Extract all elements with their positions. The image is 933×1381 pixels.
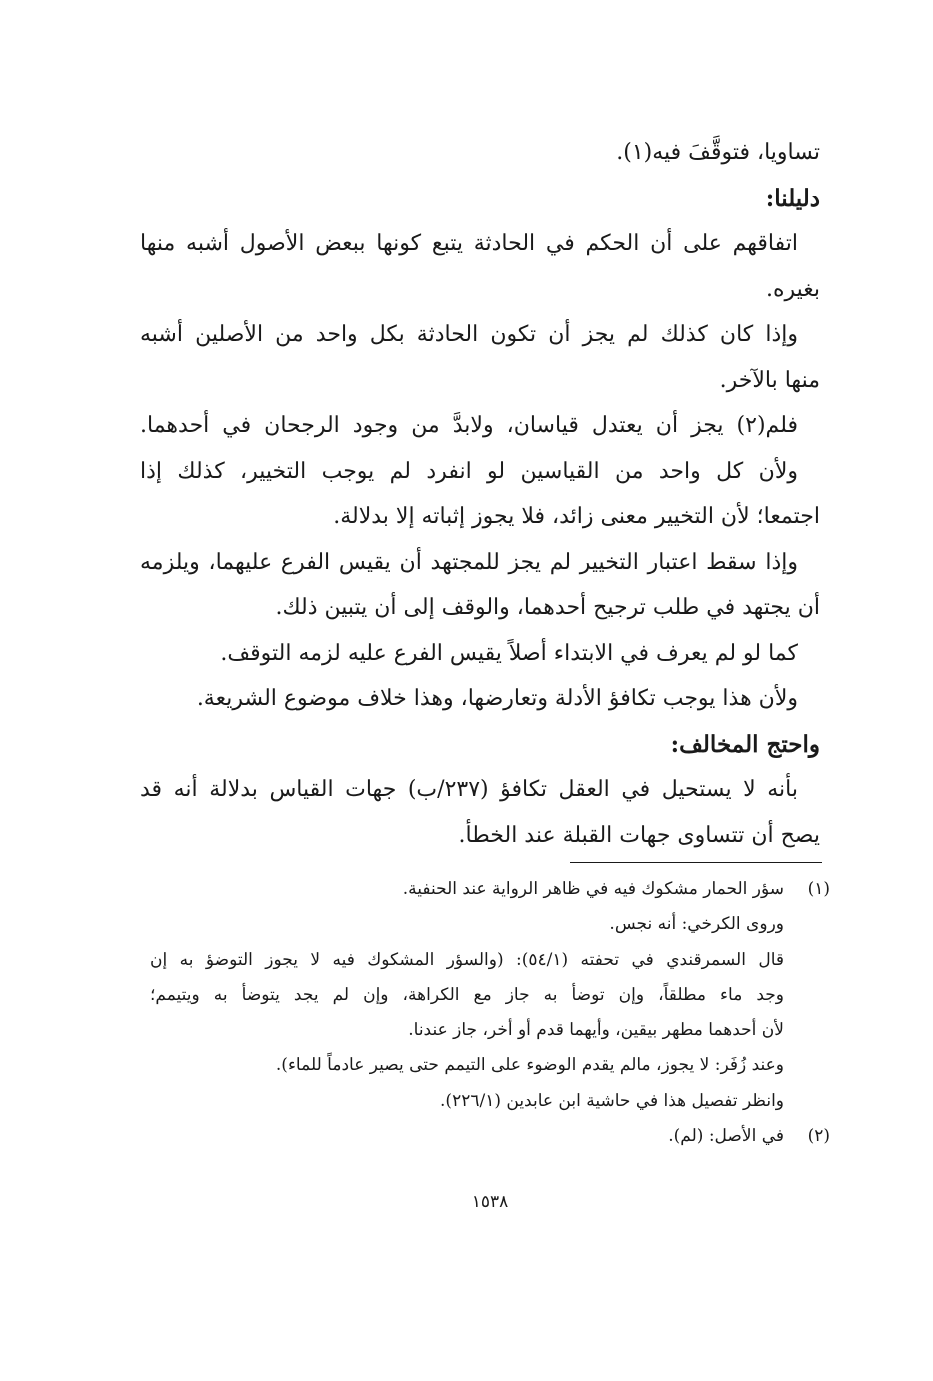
text-line: وإذا كان كذلك لم يجز أن تكون الحادثة بكل واحد من الأصلين أشبه — [140, 322, 798, 347]
text-line: اتفاقهم على أن الحكم في الحادثة يتبع كونها ببعض الأصول أشبه منها — [140, 231, 798, 256]
footnote-text: وانظر تفصيل هذا في حاشية ابن عابدين (٢٢٦/١). — [440, 1090, 784, 1111]
footnote-number — [784, 1048, 830, 1083]
text-line: اجتمعا؛ لأن التخيير معنى زائد، فلا يجوز إثباته إلا بدلالة. — [333, 504, 820, 529]
footnote-line — [150, 978, 830, 1013]
text-line: كما لو لم يعرف في الابتداء أصلاً يقيس الفرع عليه لزمه التوقف. — [220, 640, 798, 666]
footnote-separator — [570, 862, 822, 863]
text-line: وإذا سقط اعتبار التخيير لم يجز للمجتهد أن يقيس الفرع عليهما، ويلزمه — [140, 549, 798, 575]
footnote-text: وعند زُفَر: لا يجوز، مالم يقدم الوضوء على التيمم حتى يصير عادماً للماء). — [275, 1055, 784, 1076]
footnote-line — [150, 907, 830, 942]
footnote-number: (٢) — [807, 1126, 830, 1147]
footnote-text: قال السمرقندي في تحفته (٥٤/١): (والسؤر المشكوك فيه لا يجوز التوضؤ به إن — [150, 949, 785, 970]
footnote-line — [150, 872, 830, 907]
text-line: أن يجتهد في طلب ترجيح أحدهما، والوقف إلى أن يتبين ذلك. — [275, 595, 820, 620]
footnote-line — [150, 1084, 830, 1119]
footnote-line — [150, 1013, 830, 1048]
text-line: فلم(٢) يجز أن يعتدل قياسان، ولابدَّ من وجود الرجحان في أحدهما. — [140, 413, 798, 438]
text-line: بأنه لا يستحيل في العقل تكافؤ (٢٣٧/ب) جهات القياس بدلالة أنه قد — [140, 777, 798, 802]
footnote-line — [150, 943, 830, 978]
footnote-text: وروى الكرخي: أنه نجس. — [609, 914, 784, 935]
footnote-text: سؤر الحمار مشكوك فيه في ظاهر الرواية عند الحنفية. — [402, 879, 784, 899]
text-line: ولأن هذا يوجب تكافؤ الأدلة وتعارضها، وهذا خلاف موضوع الشريعة. — [196, 686, 798, 711]
text-line: تساويا، فتوقَّفَ فيه(١). — [616, 140, 820, 165]
footnote-number — [784, 907, 830, 942]
footnote-text: في الأصل: (لم). — [668, 1126, 784, 1147]
page-number: ١٥٣٨ — [471, 1192, 509, 1212]
footnote-line — [150, 1048, 830, 1083]
text-line: منها بالآخر. — [719, 367, 820, 393]
section-heading-our-evidence: دليلنا: — [765, 184, 820, 212]
text-line: بغيره. — [765, 276, 820, 302]
footnote-number — [784, 943, 830, 978]
main-text — [140, 130, 820, 858]
section-heading-opponent-argument: واحتج المخالف: — [670, 730, 820, 758]
footnote-line — [150, 1119, 830, 1154]
text-line: يصح أن تتساوى جهات القبلة عند الخطأ. — [458, 822, 820, 848]
footnote-number: (١) — [807, 879, 830, 899]
footnote-number — [784, 1013, 830, 1048]
footnote-number — [784, 978, 830, 1013]
footnote-text: وجد ماء مطلقاً، وإن توضأ به جاز مع الكراهة، وإن لم يجد يتوضأ به ويتيمم؛ — [150, 984, 784, 1005]
text-line: ولأن كل واحد من القياسين لو انفرد لم يوجب التخيير، كذلك إذا — [140, 458, 798, 484]
footnotes — [150, 872, 830, 1154]
footnote-text: لأن أحدهما مطهر بيقين، وأيهما قدم أو أخر، جاز عندنا. — [408, 1020, 784, 1041]
footnote-number — [784, 1084, 830, 1119]
